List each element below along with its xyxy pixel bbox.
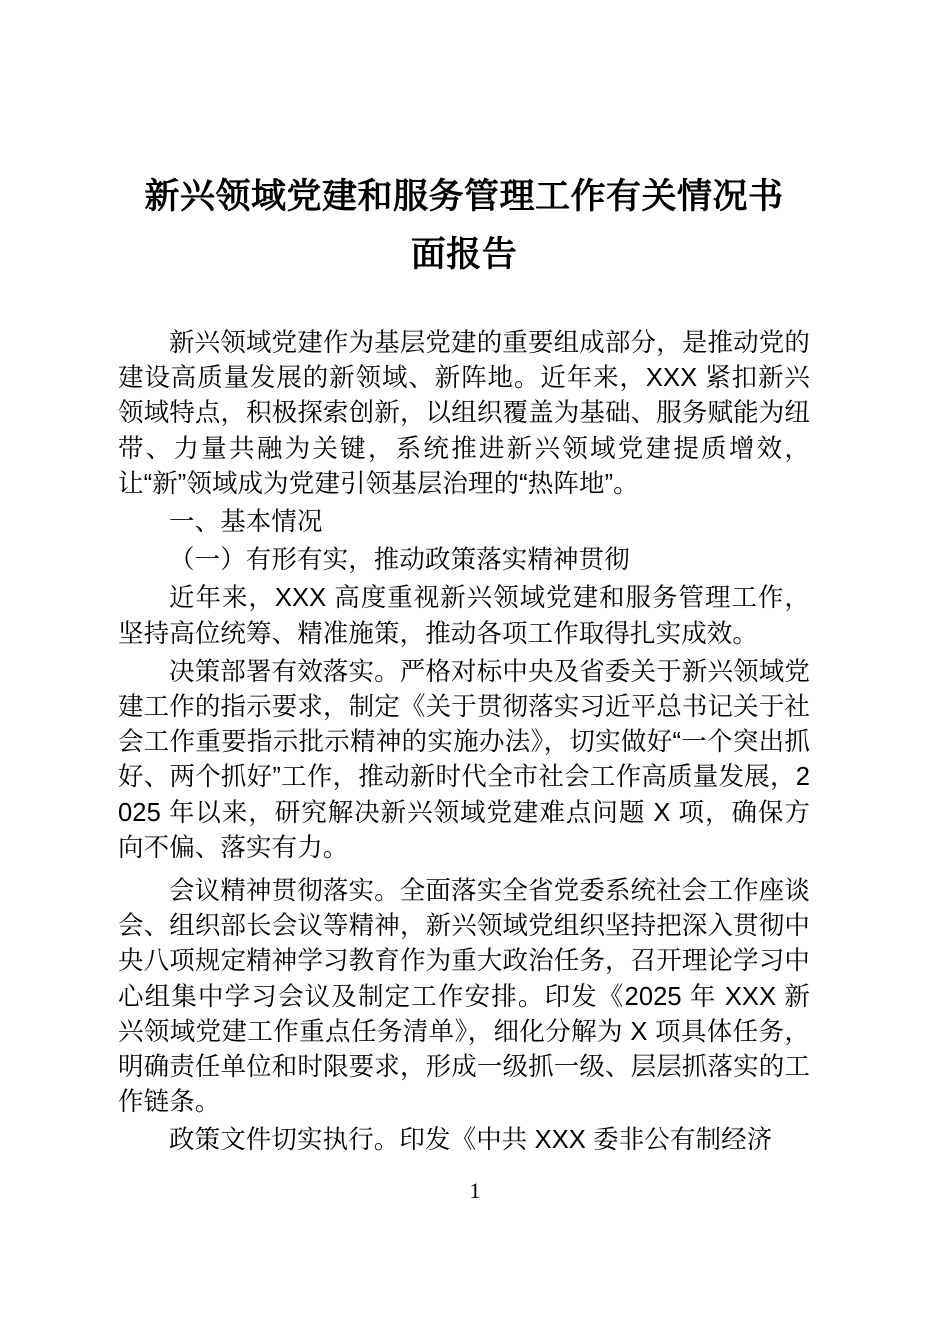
paragraph-4: 政策文件切实执行。印发《中共 XXX 委非公有制经济: [169, 1126, 773, 1155]
page-title-line-2: 面报告: [410, 235, 518, 274]
paragraph-3: 会议精神贯彻落实。全面落实全省党委系统社会工作座谈会、组织部长会议等精神，新兴领域党组织坚持把深入贯彻中央八项规定精神学习教育作为重大政治任务，召开理论学习中心组集中学习会议及制定工作安排。印发《2025 年 XXX 新兴领域党建工作重点任务清单》，细化分解为 X 项具体任务，明确责任单位和时限要求，形成一级抓一级、层层抓落实的工作链条。: [118, 877, 810, 1117]
paragraph-2: 决策部署有效落实。严格对标中央及省委关于新兴领域党建工作的指示要求，制定《关于贯彻落实习近平总书记关于社会工作重要指示批示精神的实施办法》，切实做好“一个突出抓好、两个抓好”工作，推动新时代全市社会工作高质量发展，2025 年以来，研究解决新兴领域党建难点问题 X 项，确保方向不偏、落实有力。: [118, 657, 810, 862]
paragraph-1: 近年来，XXX 高度重视新兴领域党建和服务管理工作，坚持高位统筹、精准施策，推动各项工作取得扎实成效。: [118, 584, 810, 648]
document-content: [118, 0, 810, 1159]
section-heading-1-1: （一）有形有实，推动政策落实精神贯彻: [169, 546, 630, 575]
page-number: 1: [469, 1178, 481, 1203]
paragraph-intro: 新兴领域党建作为基层党建的重要组成部分，是推动党的建设高质量发展的新领域、新阵地。近年来，XXX 紧扣新兴领域特点，积极探索创新，以组织覆盖为基础、服务赋能为纽带、力量共融为关键，系统推进新兴领域党建提质增效，让“新”领域成为党建引领基层治理的“热阵地”。: [118, 329, 810, 498]
page-title: [118, 0, 810, 284]
section-heading-1: 一、基本情况: [169, 508, 323, 537]
document-body: [118, 326, 810, 1159]
page-title-line-1: 新兴领域党建和服务管理工作有关情况书: [144, 177, 784, 216]
